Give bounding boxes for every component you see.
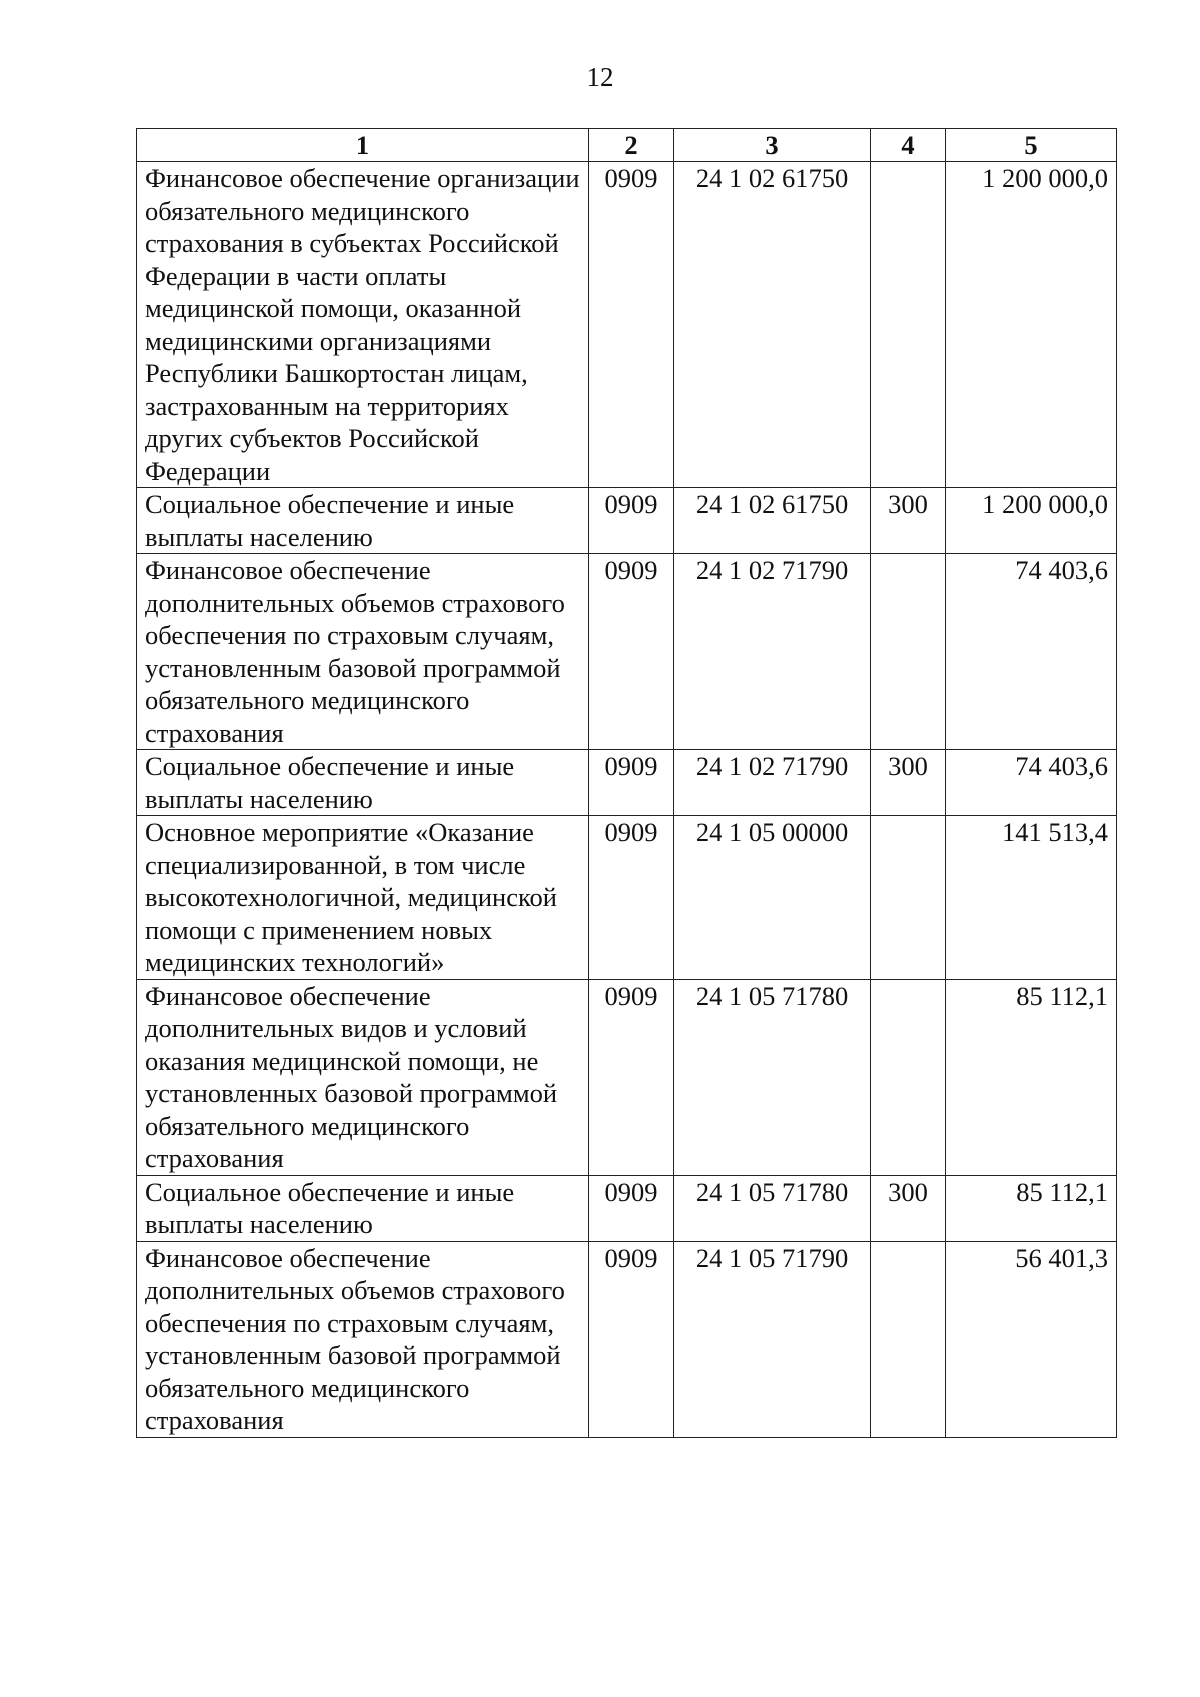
row-name-cell: Финансовое обеспечение дополнительных видов и условий оказания медицинской помощи, не установленных базовой программой обязательного медицинского страхования	[137, 979, 589, 1175]
budget-table	[136, 128, 1117, 1438]
row-amount-cell: 1 200 000,0	[946, 162, 1117, 488]
row-section-cell: 0909	[589, 554, 674, 750]
row-vr-cell	[871, 979, 946, 1175]
row-csr-cell: 24 1 05 71790	[674, 1241, 871, 1437]
row-vr-cell: 300	[871, 750, 946, 816]
row-csr-cell: 24 1 02 61750	[674, 488, 871, 554]
row-name-cell: Социальное обеспечение и иные выплаты населению	[137, 1175, 589, 1241]
row-section-cell: 0909	[589, 816, 674, 980]
row-name-cell: Социальное обеспечение и иные выплаты населению	[137, 750, 589, 816]
row-amount-cell: 74 403,6	[946, 750, 1117, 816]
table-row	[137, 1241, 1117, 1437]
row-csr-cell: 24 1 05 71780	[674, 979, 871, 1175]
table-row	[137, 488, 1117, 554]
table-row	[137, 1175, 1117, 1241]
row-section-cell: 0909	[589, 488, 674, 554]
row-section-cell: 0909	[589, 1175, 674, 1241]
row-csr-cell: 24 1 02 61750	[674, 162, 871, 488]
header-row	[137, 129, 1117, 162]
row-csr-cell: 24 1 05 71780	[674, 1175, 871, 1241]
row-csr-cell: 24 1 02 71790	[674, 554, 871, 750]
row-section-cell: 0909	[589, 1241, 674, 1437]
column-header-5: 5	[946, 129, 1117, 162]
column-header-4: 4	[871, 129, 946, 162]
table-row	[137, 554, 1117, 750]
row-section-cell: 0909	[589, 979, 674, 1175]
row-amount-cell: 56 401,3	[946, 1241, 1117, 1437]
table-row	[137, 979, 1117, 1175]
row-vr-cell: 300	[871, 488, 946, 554]
row-section-cell: 0909	[589, 162, 674, 488]
row-vr-cell: 300	[871, 1175, 946, 1241]
table-header	[137, 129, 1117, 162]
row-csr-cell: 24 1 05 00000	[674, 816, 871, 980]
row-vr-cell	[871, 1241, 946, 1437]
row-name-cell: Социальное обеспечение и иные выплаты населению	[137, 488, 589, 554]
column-header-2: 2	[589, 129, 674, 162]
row-amount-cell: 141 513,4	[946, 816, 1117, 980]
page-number: 12	[586, 62, 614, 92]
row-vr-cell	[871, 162, 946, 488]
row-vr-cell	[871, 816, 946, 980]
row-amount-cell: 85 112,1	[946, 1175, 1117, 1241]
table-body	[137, 162, 1117, 1438]
row-vr-cell	[871, 554, 946, 750]
row-amount-cell: 1 200 000,0	[946, 488, 1117, 554]
table-row	[137, 816, 1117, 980]
row-name-cell: Финансовое обеспечение организации обязательного медицинского страхования в субъектах Российской Федерации в части оплаты медицинской помощи, оказанной медицинскими организациями Республики Башкортостан лицам, застрахованным на территориях других субъектов Российской Федерации	[137, 162, 589, 488]
row-name-cell: Финансовое обеспечение дополнительных объемов страхового обеспечения по страховым случаям, установленным базовой программой обязательного медицинского страхования	[137, 554, 589, 750]
row-amount-cell: 85 112,1	[946, 979, 1117, 1175]
row-name-cell: Основное мероприятие «Оказание специализированной, в том числе высокотехнологичной, медицинской помощи с применением новых медицинских технологий»	[137, 816, 589, 980]
row-csr-cell: 24 1 02 71790	[674, 750, 871, 816]
column-header-1: 1	[137, 129, 589, 162]
row-section-cell: 0909	[589, 750, 674, 816]
table-row	[137, 750, 1117, 816]
row-amount-cell: 74 403,6	[946, 554, 1117, 750]
table-row	[137, 162, 1117, 488]
column-header-3: 3	[674, 129, 871, 162]
row-name-cell: Финансовое обеспечение дополнительных объемов страхового обеспечения по страховым случаям, установленным базовой программой обязательного медицинского страхования	[137, 1241, 589, 1437]
